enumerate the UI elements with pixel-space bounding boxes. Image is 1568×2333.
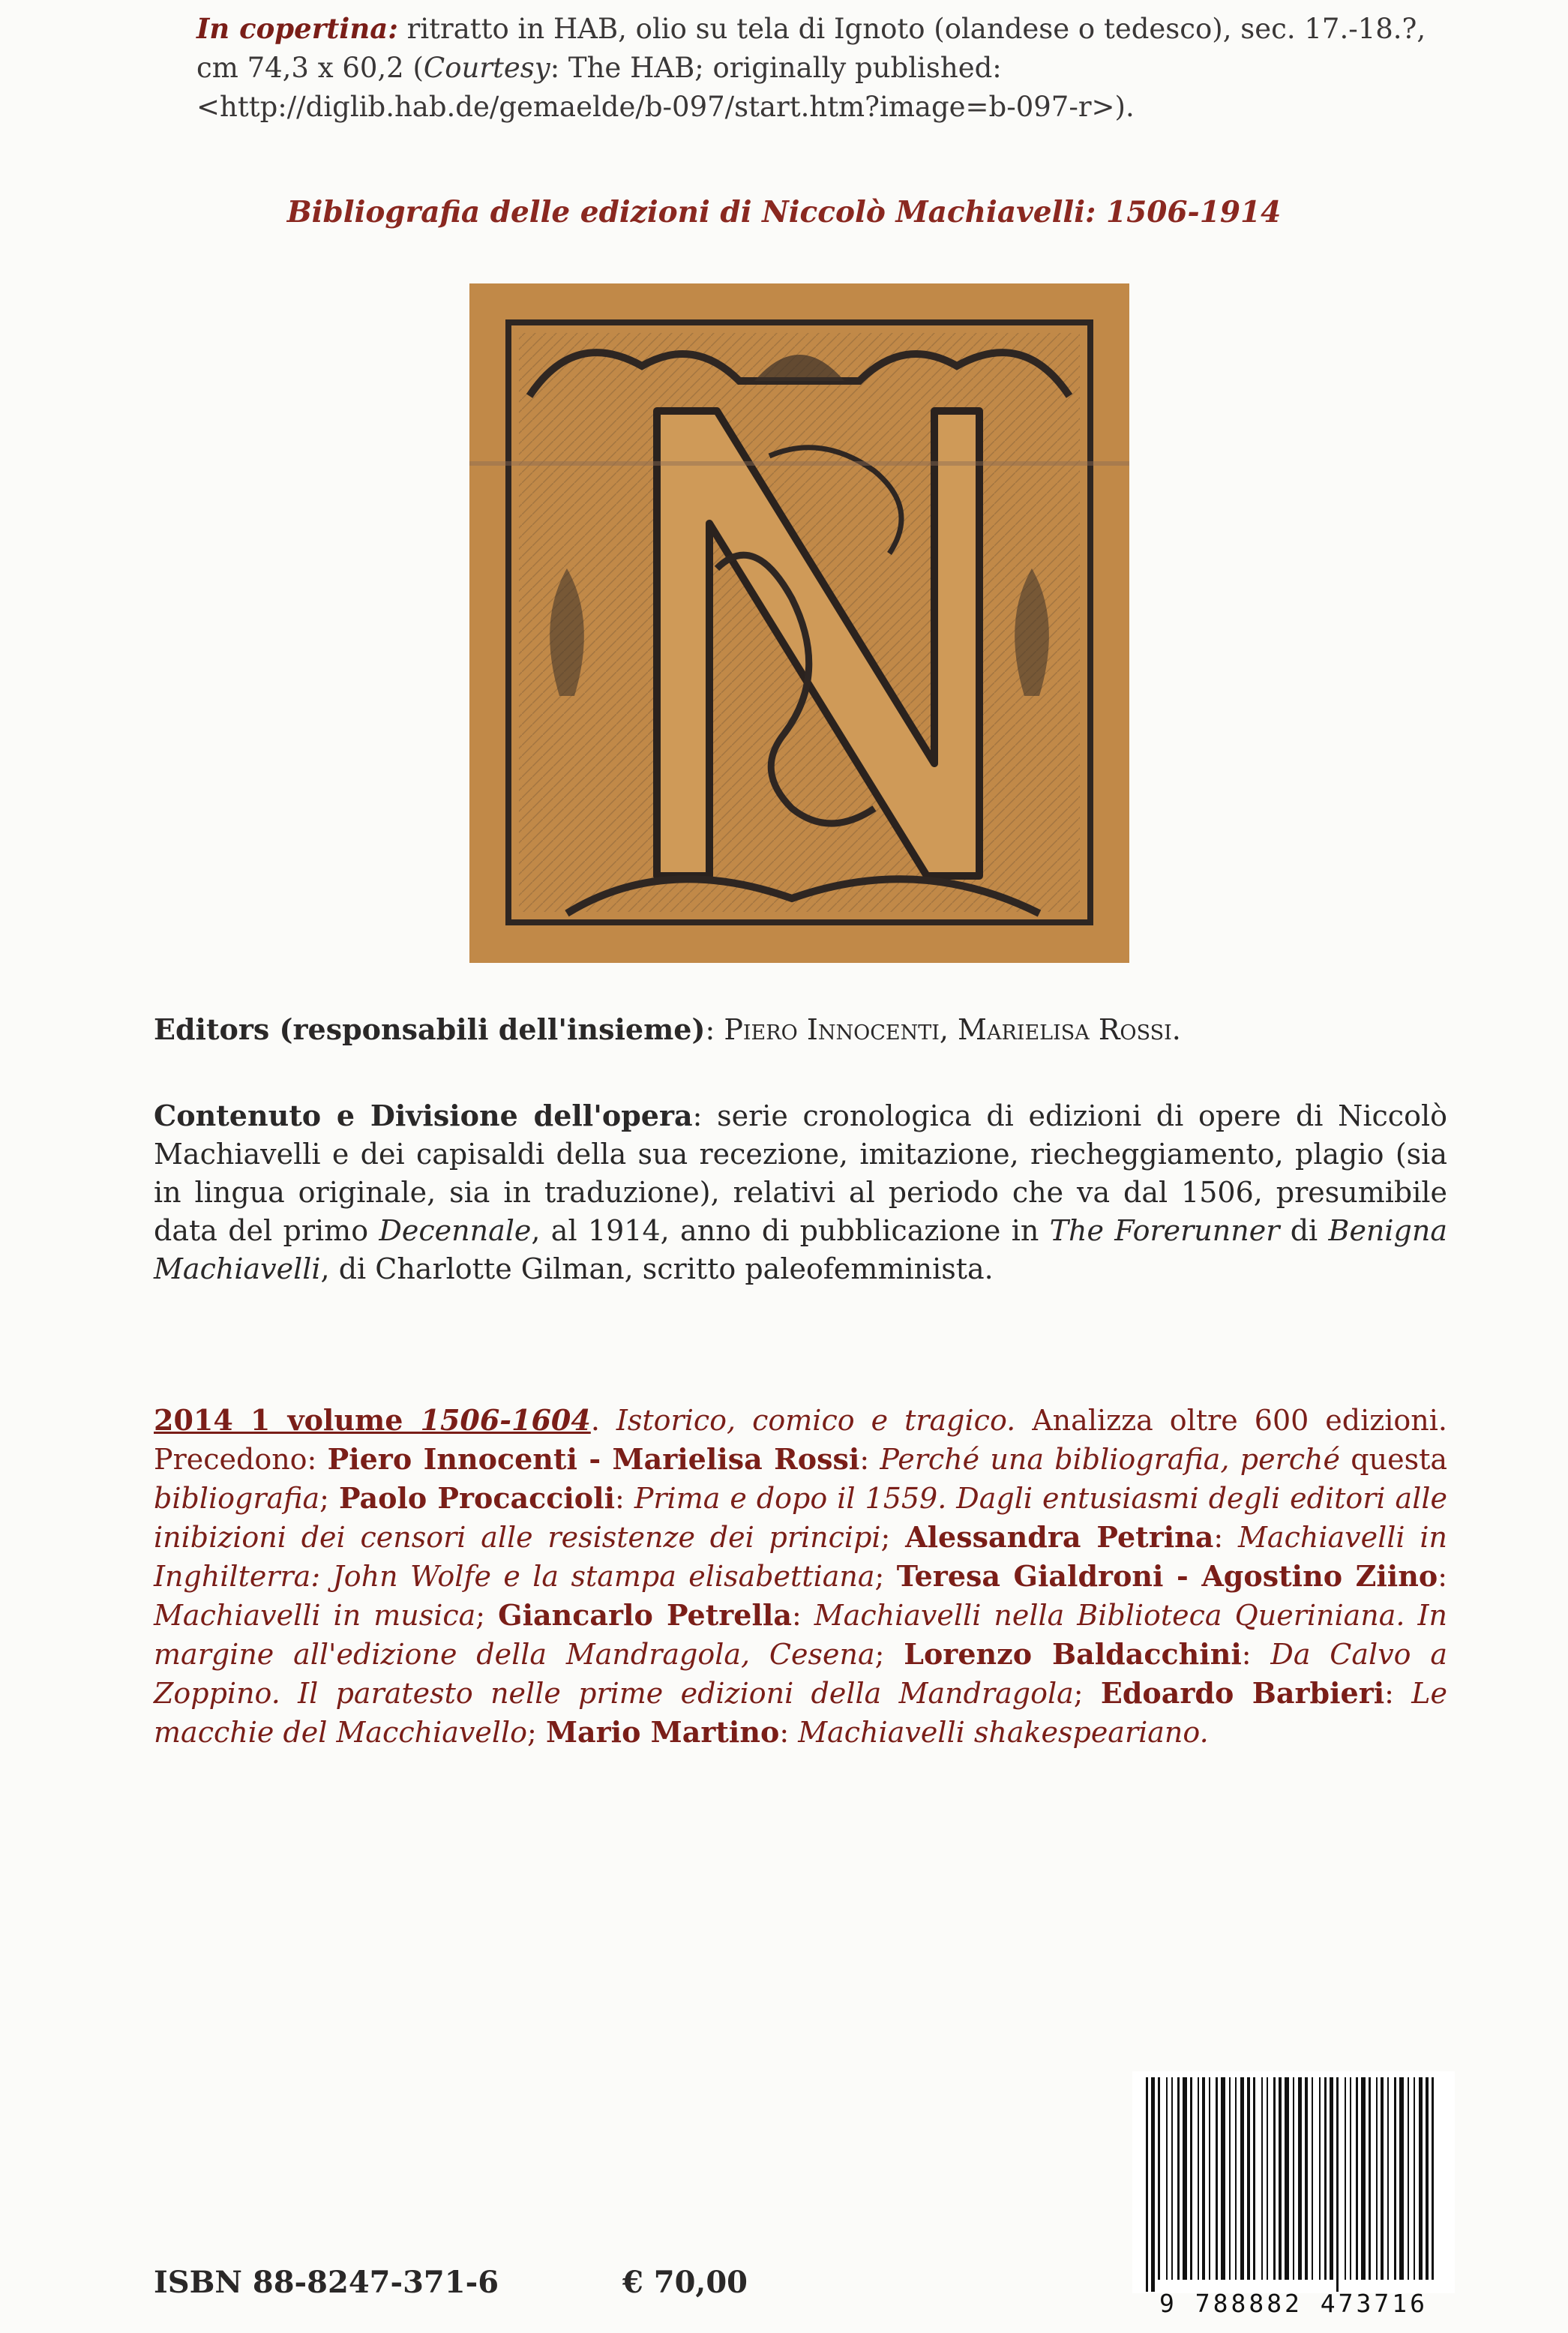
barcode-bar (1177, 2077, 1180, 2280)
cover-caption-courtesy: Courtesy (423, 52, 550, 84)
editors-line (154, 1011, 1451, 1048)
entry-author: Edoardo Barbieri (1100, 1676, 1385, 1710)
contents-paragraph (154, 1096, 1447, 1288)
cover-caption-label: In copertina: (196, 12, 398, 45)
cover-caption-text1: ritratto in HAB, olio su tela di Ignoto (olandese o tedesco), sec. 17.-18.?, cm 74,3 x 60,2 ( (196, 13, 1426, 84)
barcode-bar (1151, 2077, 1155, 2292)
entry-sep: ; (1073, 1677, 1101, 1710)
volume-subtitle: Istorico, comico e tragico. (599, 1404, 1016, 1437)
barcode-bar (1202, 2077, 1205, 2280)
barcode-bar (1293, 2077, 1294, 2280)
entry-author: Teresa Gialdroni - Agostino Ziino (896, 1559, 1438, 1593)
contents-text1: : serie cronologica di edizioni di opere di Niccolò Machiavelli e dei capisaldi della sua recezione, imitazione, riecheggiamento, plagio (sia in lingua originale, sia in traduzione), relativi al periodo che va dal 1506, presumibile data del primo (154, 1099, 1447, 1247)
barcode-bar (1285, 2077, 1289, 2280)
entry-title: Machiavelli shakespeariano. (798, 1716, 1209, 1749)
entry-sep: ; (319, 1482, 339, 1515)
contents-label: Contenuto e Divisione dell'opera (154, 1099, 693, 1132)
barcode-bar (1183, 2077, 1187, 2280)
entry-title: Machiavelli in Inghilterra: John Wolfe e la stampa elisabettiana (154, 1521, 1447, 1593)
entry-author: Paolo Procaccioli (338, 1481, 616, 1515)
volume-entry: Edoardo Barbieri: Le macchie del Macchiavello; (154, 1676, 1447, 1749)
volume-heading-period: . (590, 1404, 600, 1437)
entry-author: Piero Innocenti - Marielisa Rossi (327, 1442, 860, 1476)
barcode-bar (1209, 2077, 1210, 2280)
entry-sep: ; (874, 1560, 897, 1593)
barcode-bar (1146, 2077, 1148, 2292)
volume-intro: Analizza oltre 600 edizioni. Precedono: (154, 1404, 1448, 1476)
volume-entry: Alessandra Petrina: Machiavelli in Inghilterra: John Wolfe e la stampa elisabettiana; (154, 1520, 1447, 1593)
volume-entry: Mario Martino: Machiavelli shakespeariano. (545, 1715, 1209, 1749)
entry-author: Giancarlo Petrella (498, 1598, 792, 1632)
editors-separator: : (705, 1013, 724, 1046)
contents-text4: , di Charlotte Gilman, scritto paleofemminista. (320, 1252, 994, 1285)
barcode-bar (1235, 2077, 1237, 2280)
barcode-bar (1376, 2077, 1378, 2280)
cover-caption-text2: : The HAB; originally published: <http://diglib.hab.de/gemaelde/b-097/start.htm?image=b-097-r>). (196, 52, 1135, 123)
entry-title: Da Calvo a Zoppino. Il paratesto nelle prime edizioni della Mandragola (154, 1638, 1447, 1710)
barcode-bar (1369, 2077, 1371, 2280)
volume-heading (154, 1403, 591, 1437)
barcode-bar (1190, 2077, 1192, 2280)
barcode-bar (1298, 2077, 1302, 2280)
barcode-bar (1247, 2077, 1250, 2280)
barcode-bar (1216, 2077, 1218, 2280)
barcode-bar (1432, 2077, 1434, 2280)
barcode-bar (1419, 2077, 1423, 2280)
contents-forerunner: The Forerunner (1049, 1214, 1280, 1247)
isbn-label: ISBN 88-8247-371-6 (154, 2265, 499, 2300)
barcode-bar (1279, 2077, 1282, 2280)
volume-entry: Giancarlo Petrella: Machiavelli nella Biblioteca Queriniana. In margine all'edizione della Mandragola, Cesena; (154, 1598, 1448, 1671)
editors-names: Piero Innocenti, Marielisa Rossi. (724, 1013, 1181, 1046)
entry-sep: ; (527, 1716, 546, 1749)
barcode-bar (1166, 2077, 1168, 2280)
series-title: Bibliografia delle edizioni di Niccolò Machiavelli: 1506-1914 (286, 195, 1282, 229)
entry-title: Le macchie del Macchiavello (154, 1677, 1447, 1749)
price-label: € 70,00 (622, 2265, 748, 2300)
barcode-bar (1312, 2077, 1313, 2280)
barcode-bar (1414, 2077, 1415, 2280)
volume-entry: Teresa Gialdroni - Agostino Ziino: Machiavelli in musica; (154, 1559, 1447, 1632)
contents-text3: di (1279, 1214, 1329, 1247)
entry-title: Perché una bibliografia, perché (880, 1443, 1341, 1476)
entry-title-b: bibliografia (154, 1482, 320, 1515)
volume-heading-plain: 2014 1 volume (154, 1403, 421, 1437)
entry-title: Machiavelli in musica (154, 1599, 476, 1632)
entry-title: Machiavelli nella Biblioteca Queriniana. In margine all'edizione della Mandragola, Cesena (154, 1599, 1448, 1671)
entry-author: Alessandra Petrina (905, 1520, 1214, 1554)
barcode-bar (1267, 2077, 1268, 2280)
barcode-bar (1350, 2077, 1351, 2280)
editors-label: Editors (responsabili dell'insieme) (154, 1012, 706, 1046)
barcode-bar (1324, 2077, 1327, 2280)
entry-mid: questa (1340, 1443, 1448, 1476)
entry-author: Mario Martino (545, 1715, 780, 1749)
barcode-digits: 9 788882 473716 (1159, 2289, 1428, 2318)
entry-sep: ; (475, 1599, 499, 1632)
barcode-bar (1253, 2077, 1255, 2280)
barcode-bar (1336, 2077, 1339, 2292)
barcode-bar (1198, 2077, 1199, 2280)
barcode-bar (1221, 2077, 1225, 2280)
barcode-bar (1240, 2077, 1244, 2280)
barcode-bar (1399, 2077, 1404, 2280)
contents-decennale: Decennale (379, 1214, 532, 1247)
barcode-bar (1394, 2077, 1396, 2280)
contents-benigna: Benigna Machiavelli (154, 1214, 1448, 1285)
barcode-image (1132, 2071, 1455, 2293)
volume-paragraph (154, 1401, 1447, 1752)
barcode-bar (1171, 2077, 1173, 2280)
barcode-bar (1426, 2077, 1429, 2280)
volume-entry: Piero Innocenti - Marielisa Rossi: Perché una bibliografia, perché questa bibliografia; (154, 1442, 1448, 1515)
barcode-bar (1387, 2077, 1389, 2280)
barcode-bar (1319, 2077, 1321, 2280)
barcode-bar (1305, 2077, 1308, 2280)
contents-text2: , al 1914, anno di pubblicazione in (531, 1214, 1050, 1247)
barcode-bar (1330, 2077, 1333, 2280)
barcode-bar (1356, 2077, 1358, 2280)
entry-sep: ; (874, 1638, 904, 1671)
volume-entry: Lorenzo Baldacchini: Da Calvo a Zoppino. Il paratesto nelle prime edizioni della Mandragola; (154, 1637, 1447, 1710)
cover-caption (196, 9, 1456, 127)
barcode-bar (1158, 2077, 1160, 2280)
decorated-initial-n-image (469, 283, 1129, 963)
barcode-bar (1381, 2077, 1384, 2280)
entry-author: Lorenzo Baldacchini (904, 1637, 1242, 1671)
barcode-bar (1345, 2077, 1346, 2280)
barcode-bar (1408, 2077, 1409, 2280)
entry-sep: ; (880, 1521, 906, 1554)
entry-title: Prima e dopo il 1559. Dagli entusiasmi degli editori alle inibizioni dei censori alle resistenze dei principi (154, 1482, 1448, 1554)
barcode-bar (1261, 2077, 1263, 2280)
barcode-bar (1229, 2077, 1231, 2280)
barcode-bar (1361, 2077, 1366, 2280)
volume-heading-years: 1506-1604 (420, 1403, 591, 1437)
barcode-bar (1273, 2077, 1276, 2280)
volume-entry: Paolo Procaccioli: Prima e dopo il 1559. Dagli entusiasmi degli editori alle inibizioni dei censori alle resistenze dei principi; (154, 1481, 1448, 1554)
